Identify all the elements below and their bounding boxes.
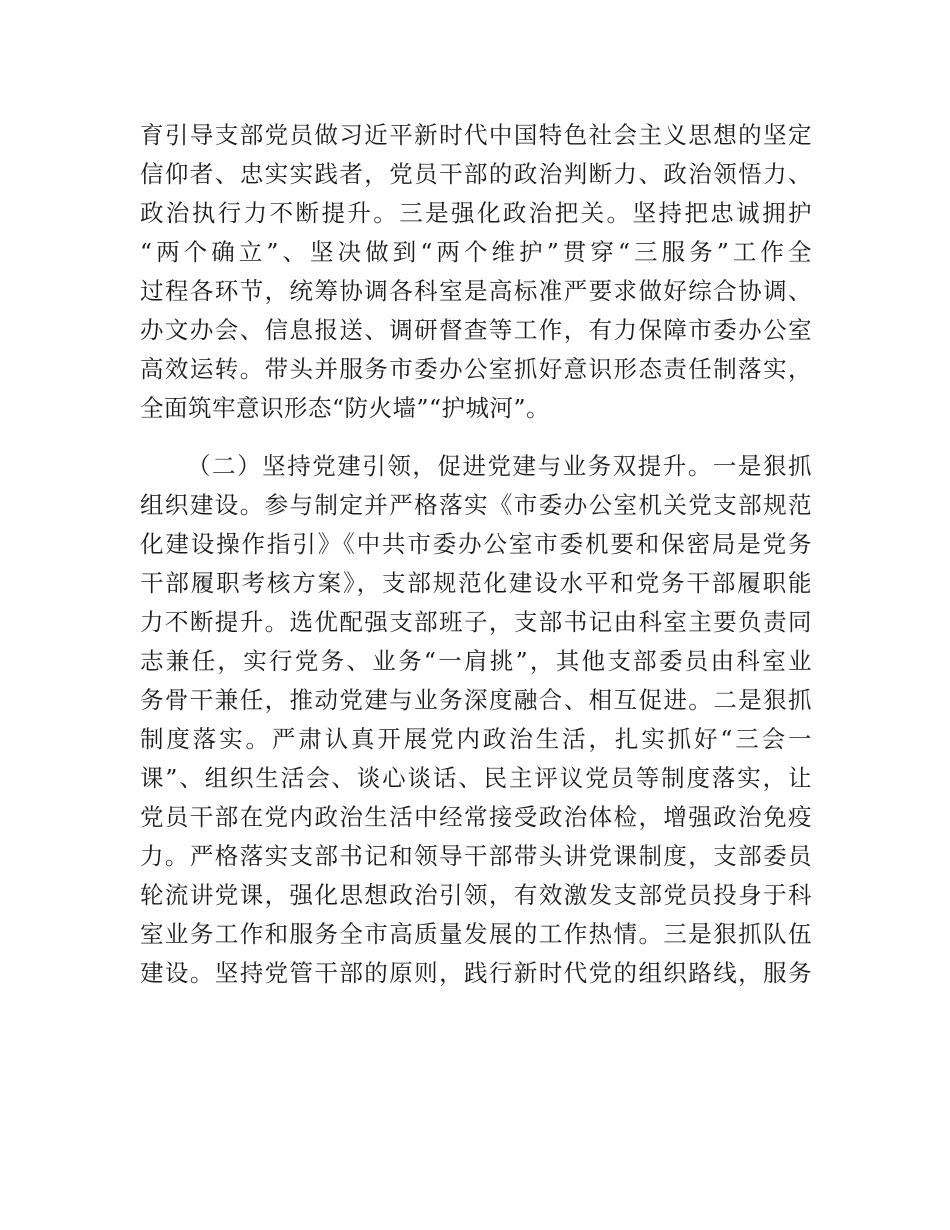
text-line: 干部履职考核方案》，支部规范化建设水平和党务干部履职能 (140, 569, 812, 597)
text-line: 轮流讲党课，强化思想政治引领，有效激发支部党员投身于科 (140, 881, 812, 909)
text-line: 务骨干兼任，推动党建与业务深度融合、相互促进。二是狠抓 (140, 686, 812, 714)
paragraph-spacer (140, 428, 812, 447)
paragraph-1 (140, 116, 812, 428)
text-line-indented: （二）坚持党建引领，促进党建与业务双提升。一是狠抓 (187, 452, 812, 480)
paragraph-2 (140, 447, 812, 993)
text-line: 政治执行力不断提升。三是强化政治把关。坚持把忠诚拥护 (140, 199, 812, 227)
body-text (140, 116, 812, 993)
text-line: 办文办会、信息报送、调研督查等工作，有力保障市委办公室 (140, 316, 812, 344)
text-line: 化建设操作指引》《中共市委办公室市委机要和保密局是党务 (140, 530, 812, 558)
text-line: 信仰者、忠实实践者，党员干部的政治判断力、政治领悟力、 (140, 160, 812, 188)
text-line: 育引导支部党员做习近平新时代中国特色社会主义思想的坚定 (140, 121, 812, 149)
text-line: 力。严格落实支部书记和领导干部带头讲党课制度，支部委员 (140, 842, 812, 870)
text-line: 制度落实。严肃认真开展党内政治生活，扎实抓好“三会一 (140, 725, 812, 753)
text-line: 建设。坚持党管干部的原则，践行新时代党的组织路线，服务 (140, 959, 812, 987)
text-line: 党员干部在党内政治生活中经常接受政治体检，增强政治免疫 (140, 803, 812, 831)
text-line: 课”、组织生活会、谈心谈话、民主评议党员等制度落实，让 (140, 764, 812, 792)
text-line: 力不断提升。选优配强支部班子，支部书记由科室主要负责同 (140, 608, 812, 636)
text-line: 全面筑牢意识形态“防火墙”“护城河”。 (140, 394, 551, 422)
text-line: 志兼任，实行党务、业务“一肩挑”，其他支部委员由科室业 (140, 647, 812, 675)
text-line: 组织建设。参与制定并严格落实《市委办公室机关党支部规范 (140, 491, 812, 519)
text-line: 高效运转。带头并服务市委办公室抓好意识形态责任制落实， (140, 355, 812, 383)
text-line: 室业务工作和服务全市高质量发展的工作热情。三是狠抓队伍 (140, 920, 812, 948)
text-line: 过程各环节，统筹协调各科室是高标准严要求做好综合协调、 (140, 277, 812, 305)
text-line: “两个确立”、坚决做到“两个维护”贯穿“三服务”工作全 (140, 238, 812, 266)
